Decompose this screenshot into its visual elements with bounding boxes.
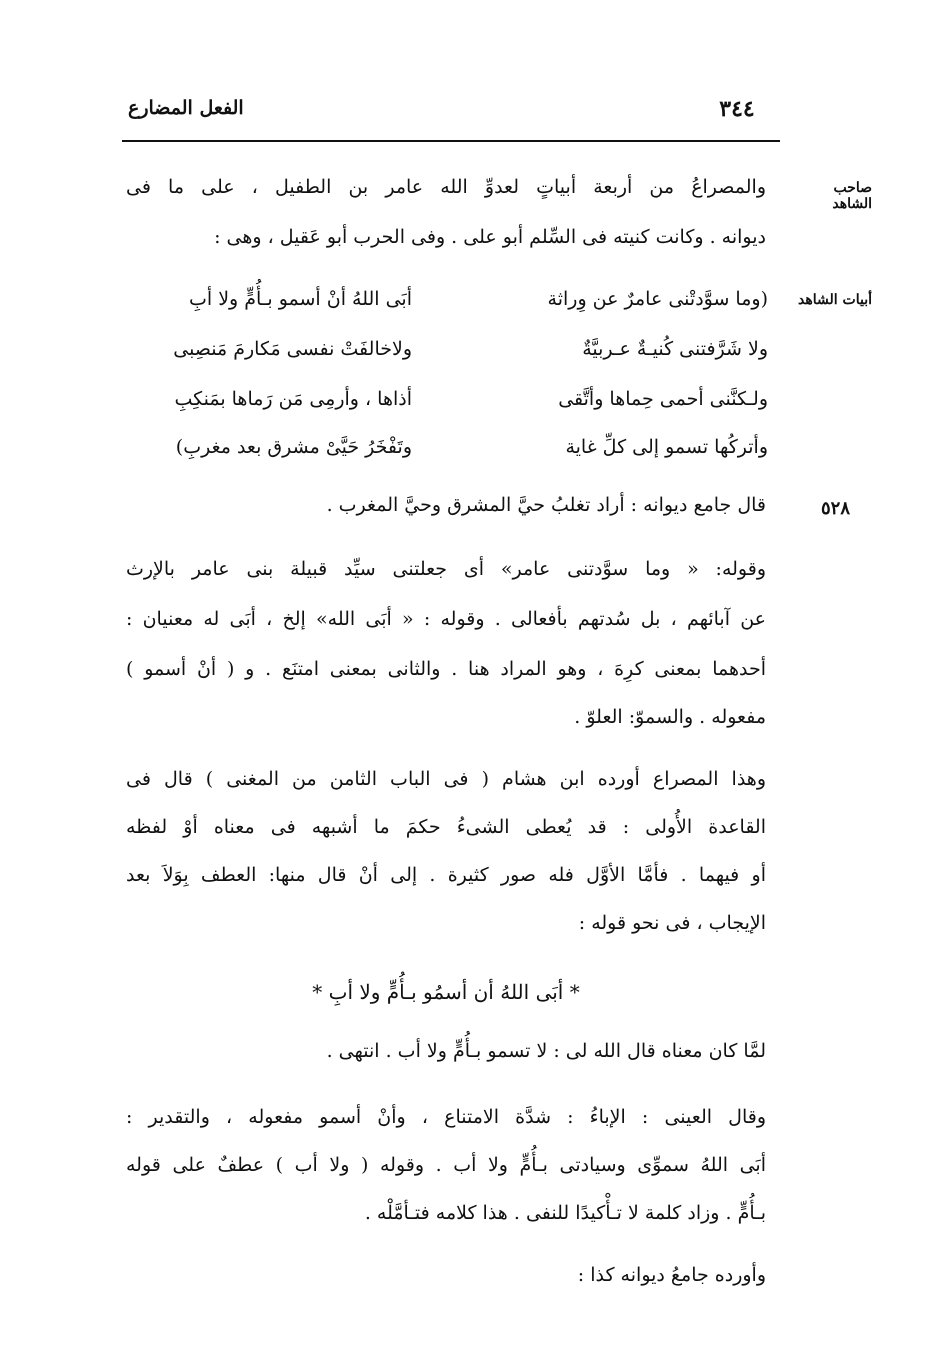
- text-line: وقوله: « وما سوَّدتنى عامر» أى جعلتنى سيِّد قبيلة بنى عامر بالإرث: [126, 558, 766, 580]
- verse-hemistich-first: ولـكنَّنى أحمى حِماها وأتَّقى: [558, 388, 768, 410]
- text-line: بـأُمٍّ . وزاد كلمة لا تـأْكيدًا للنفى . هذا كلامه فتـأمَّلْه .: [364, 1202, 766, 1224]
- margin-note-witness-author: صاحب الشاهد: [832, 180, 872, 212]
- text-line: والمصراعُ من أربعة أبياتٍ لعدوِّ الله عامر بن الطفيل ، على ما فى: [126, 176, 766, 198]
- page-number: ٣٤٤: [719, 96, 755, 122]
- text-line: القاعدة الأُولى : قد يُعطى الشىءُ حكمَ ما أشبهه فى معناه أوْ لفظه: [126, 816, 766, 838]
- text-line: وأورده جامعُ ديوانه كذا :: [577, 1264, 766, 1286]
- header-rule: [122, 140, 780, 142]
- margin-number: ٥٢٨: [820, 498, 850, 519]
- text-line: مفعوله . والسموّ: العلوّ .: [574, 706, 766, 728]
- text-line: قال جامع ديوانه : أراد تغلبُ حيَّ المشرق وحيَّ المغرب .: [326, 494, 766, 516]
- text-line: لمَّا كان معناه قال الله لى : لا تسمو بـأُمٍّ ولا أب . انتهى .: [326, 1040, 766, 1062]
- text-line: أبَى اللهُ سموِّى وسيادتى بـأُمٍّ ولا أب . وقوله ( ولا أب ) عطفٌ على قوله: [126, 1154, 766, 1176]
- text-line: أو فيهما . فأمَّا الأوَّل فله صور كثيرة . إلى أنْ قال منها: العطف بِوَلاَ بعد: [126, 864, 766, 886]
- margin-note-witness-verses: أبيات الشاهد: [798, 292, 872, 308]
- text-line: وهذا المصراع أورده ابن هشام ( فى الباب الثامن من المغنى ) قال فى: [126, 768, 766, 790]
- text-line: ديوانه . وكانت كنيته فى السِّلم أبو على . وفى الحرب أبو عَقيل ، وهى :: [214, 226, 766, 248]
- quoted-verse: * أبَى اللهُ أن أسمُو بـأُمٍّ ولا أبِ *: [312, 980, 580, 1004]
- verse-hemistich-second: أبَى اللهُ أنْ أسمو بـأُمٍّ ولا أبِ: [189, 288, 412, 310]
- verse-hemistich-first: وأتركُها تسمو إلى كلِّ غاية: [565, 436, 768, 458]
- verse-hemistich-second: أذاها ، وأرمِى مَن رَماها بمَنكِبِ: [174, 388, 412, 410]
- text-line: الإيجاب ، فى نحو قوله :: [578, 912, 766, 934]
- text-line: عن آبائهم ، بل سُدتهم بأفعالى . وقوله : « أبَى الله» إلخ ، أبَى له معنيان :: [126, 608, 766, 630]
- verse-hemistich-first: (وما سوَّدتْنى عامرٌ عن وِراثة: [547, 288, 768, 310]
- text-line: أحدهما بمعنى كرِهَ ، وهو المراد هنا . والثانى بمعنى امتنَع . و ( أنْ أسمو ): [126, 658, 766, 680]
- verse-hemistich-second: ولاخالفَتْ نفسى مَكارمَ مَنصِبى: [173, 338, 412, 360]
- verse-hemistich-first: ولا شَرَّفتنى كُنيـةٌ عـربيَّةٌ: [582, 338, 768, 360]
- text-line: وقال العينى : الإباءُ : شدَّة الامتناع ، وأنْ أسمو مفعوله ، والتقدير :: [126, 1106, 766, 1128]
- verse-hemistich-second: وتَفْخَرُ حَيَّىْ مشرق بعد مغربِ): [175, 436, 412, 458]
- running-title: الفعل المضارع: [128, 97, 244, 119]
